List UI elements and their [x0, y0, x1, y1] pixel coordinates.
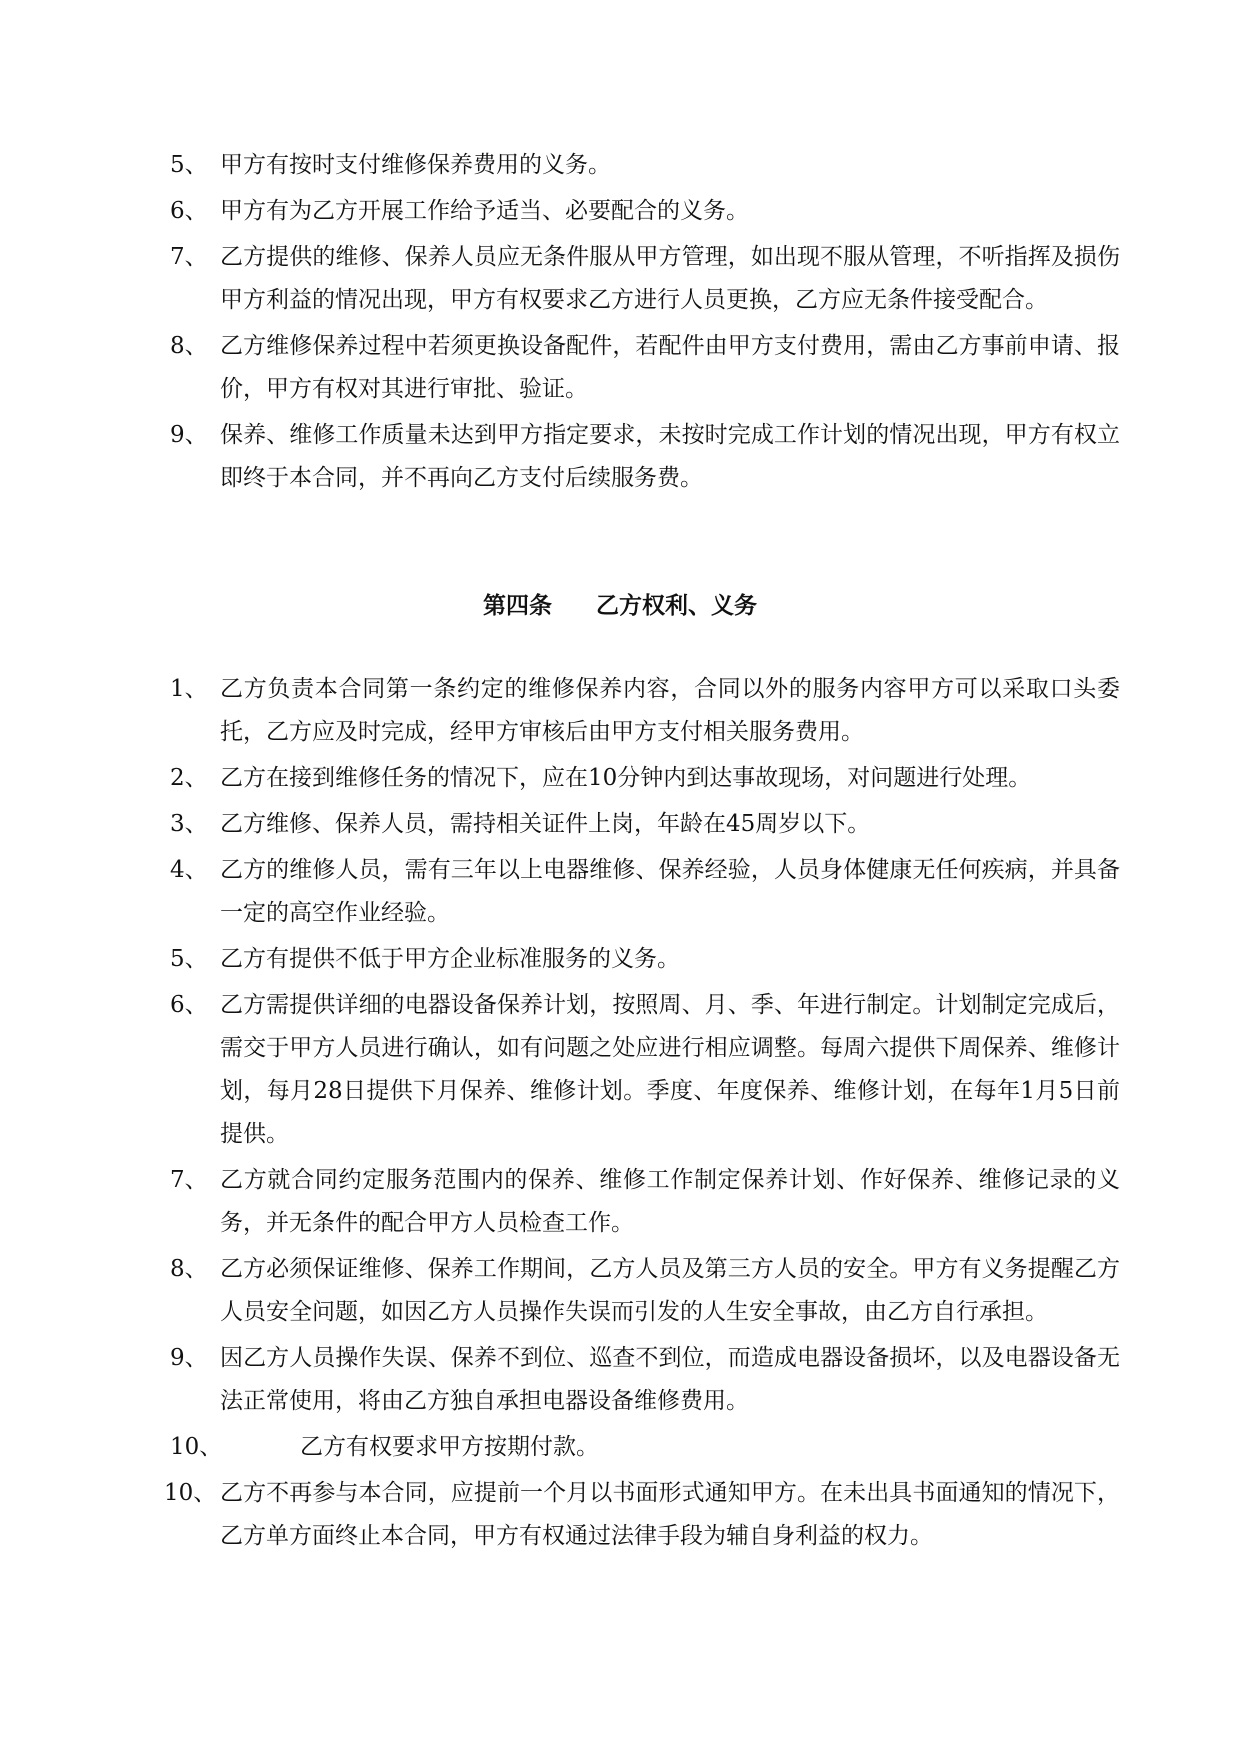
list-item: [0, 668, 1240, 754]
list-item: [0, 414, 1240, 500]
item-text: 乙方不再参与本合同，应提前一个月以书面形式通知甲方。在未出具书面通知的情况下，乙方单方面终止本合同，甲方有权通过法律手段为辅自身利益的权力。: [220, 1480, 1120, 1549]
list-item: [0, 938, 1240, 981]
item-text: 乙方需提供详细的电器设备保养计划，按照周、月、季、年进行制定。计划制定完成后，需交于甲方人员进行确认，如有问题之处应进行相应调整。每周六提供下周保养、维修计划，每月28日提供下月保养、维修计划。季度、年度保养、维修计划，在每年1月5日前提供。: [220, 992, 1120, 1147]
item-text: 乙方的维修人员，需有三年以上电器维修、保养经验，人员身体健康无任何疾病，并具备一定的高空作业经验。: [220, 857, 1120, 926]
item-text: 乙方有提供不低于甲方企业标准服务的义务。: [220, 946, 680, 972]
item-text: 乙方就合同约定服务范围内的保养、维修工作制定保养计划、作好保养、维修记录的义务，并无条件的配合甲方人员检查工作。: [220, 1167, 1120, 1236]
item-number: 1、: [170, 676, 208, 702]
item-number: 4、: [170, 857, 208, 883]
item-number: 9、: [170, 422, 208, 448]
list-item: [0, 236, 1240, 322]
item-text: 乙方负责本合同第一条约定的维修保养内容，合同以外的服务内容甲方可以采取口头委托，乙方应及时完成，经甲方审核后由甲方支付相关服务费用。: [220, 676, 1120, 745]
item-number: 10、: [164, 1480, 217, 1506]
item-number: 10、: [170, 1434, 223, 1460]
item-text: 乙方有权要求甲方按期付款。: [300, 1434, 599, 1460]
item-text: 乙方提供的维修、保养人员应无条件服从甲方管理，如出现不服从管理，不听指挥及损伤甲方利益的情况出现，甲方有权要求乙方进行人员更换，乙方应无条件接受配合。: [220, 244, 1120, 313]
item-text: 乙方维修保养过程中若须更换设备配件，若配件由甲方支付费用，需由乙方事前申请、报价，甲方有权对其进行审批、验证。: [220, 333, 1120, 402]
list-item: [0, 190, 1240, 233]
item-text: 乙方在接到维修任务的情况下，应在10分钟内到达事故现场，对问题进行处理。: [220, 765, 1032, 791]
item-number: 7、: [170, 244, 208, 270]
list-item: [0, 757, 1240, 800]
item-number: 8、: [170, 1256, 208, 1282]
list-item: [0, 325, 1240, 411]
list-item: [0, 803, 1240, 846]
section4-list: [0, 668, 1240, 1558]
article-number: 第四条: [483, 592, 552, 619]
list-item: [0, 1337, 1240, 1423]
item-text: 保养、维修工作质量未达到甲方指定要求，未按时完成工作计划的情况出现，甲方有权立即终于本合同，并不再向乙方支付后续服务费。: [220, 422, 1120, 491]
section3-list: [0, 144, 1240, 500]
list-item: [0, 1159, 1240, 1245]
section-heading: [0, 586, 1240, 626]
list-item: [0, 1472, 1240, 1558]
item-number: 5、: [170, 946, 208, 972]
item-number: 9、: [170, 1345, 208, 1371]
list-item: [0, 144, 1240, 187]
item-number: 5、: [170, 152, 208, 178]
item-text: 因乙方人员操作失误、保养不到位、巡查不到位，而造成电器设备损坏，以及电器设备无法正常使用，将由乙方独自承担电器设备维修费用。: [220, 1345, 1120, 1414]
item-text: 甲方有按时支付维修保养费用的义务。: [220, 152, 611, 178]
list-item: [0, 1248, 1240, 1334]
item-number: 7、: [170, 1167, 208, 1193]
item-number: 6、: [170, 992, 208, 1018]
item-number: 3、: [170, 811, 208, 837]
item-number: 2、: [170, 765, 208, 791]
item-text: 乙方维修、保养人员，需持相关证件上岗，年龄在45周岁以下。: [220, 811, 871, 837]
item-number: 6、: [170, 198, 208, 224]
article-title: 乙方权利、义务: [596, 592, 757, 619]
item-text: 甲方有为乙方开展工作给予适当、必要配合的义务。: [220, 198, 749, 224]
list-item: [0, 849, 1240, 935]
item-number: 8、: [170, 333, 208, 359]
list-item: [0, 984, 1240, 1156]
list-item: [0, 1426, 1240, 1469]
item-text: 乙方必须保证维修、保养工作期间，乙方人员及第三方人员的安全。甲方有义务提醒乙方人员安全问题，如因乙方人员操作失误而引发的人生安全事故，由乙方自行承担。: [220, 1256, 1120, 1325]
